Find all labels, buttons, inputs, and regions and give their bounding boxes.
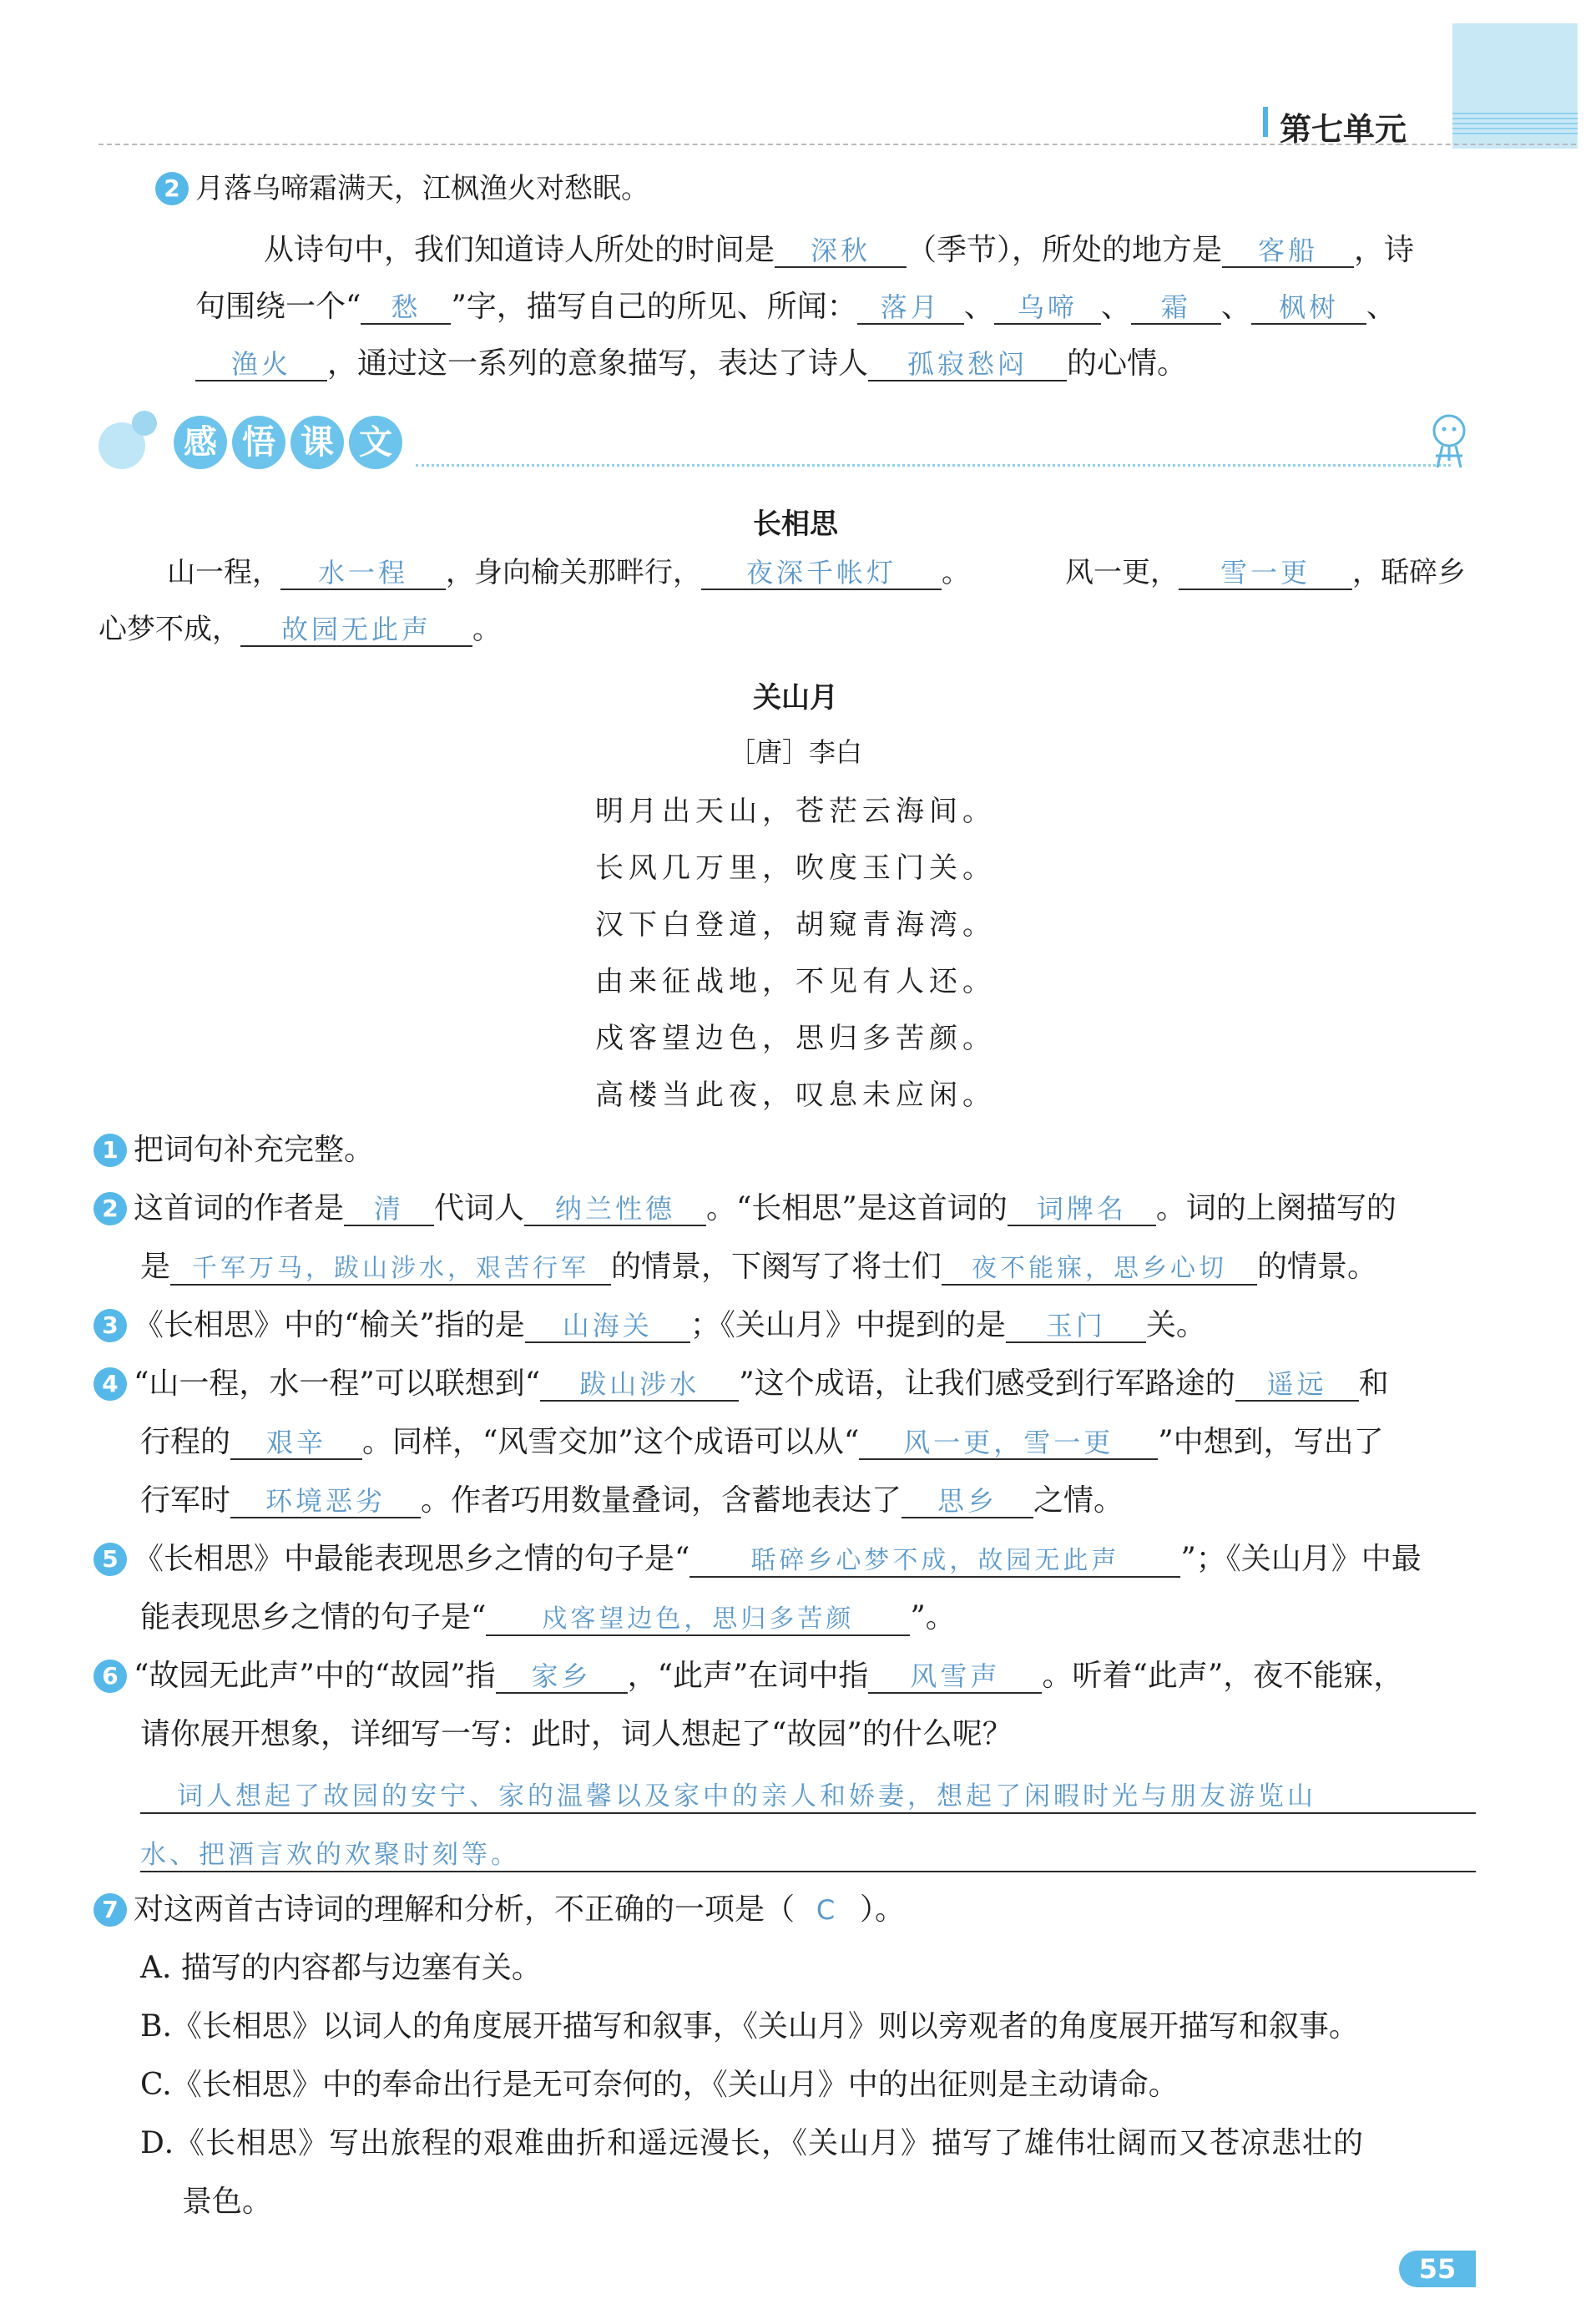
text: ；《关山月》中提到的是 [689,1308,1006,1342]
section-title-char: 文 [349,416,402,469]
text: ，通过这一系列的意象描写，表达了诗人 [327,346,869,381]
text: 。 [942,556,970,589]
text: 和 [1358,1367,1389,1401]
text: 这首词的作者是 [134,1191,345,1225]
text: “故园无此声”中的“故园”指 [134,1659,496,1693]
question-number-badge: 1 [93,1134,127,1167]
cartoon-figure-icon [1417,409,1484,476]
text: ”；《关山月》中最 [1180,1542,1422,1576]
text: 行程的 [140,1425,231,1459]
question-4-line-3 [140,1483,1124,1518]
section-title [174,416,402,469]
unit-title: 第七单元 [1280,111,1407,148]
text: 行军时 [140,1483,231,1518]
answer-blank-image-4: 枫树 [1251,291,1366,325]
text: 的情景，下阕写了将士们 [611,1250,942,1284]
answer-blank: 词牌名 [1008,1193,1156,1226]
answer-blank: 家乡 [496,1660,628,1694]
answer-blank: 千军万马，跋山涉水，艰苦行军 [170,1254,611,1286]
poem2-line: 汉下白登道，胡窥青海湾。 [595,908,996,942]
text: ，诗 [1354,233,1415,267]
text: ，“此声”在词中指 [627,1659,869,1693]
separator: 、 [1100,290,1131,324]
poem1-blank-1: 水一程 [280,557,446,590]
question-2-line-2 [140,1249,1377,1286]
poem1-title: 长相思 [753,508,838,541]
text: 。作者巧用数量叠词，含蓄地表达了 [421,1483,902,1518]
question-4-line-1 [93,1366,1389,1402]
text: ”。 [910,1600,956,1634]
answer-blank: 聒碎乡心梦不成，故园无此声 [689,1546,1180,1578]
question-number-badge: 7 [93,1893,127,1927]
text: 。同样，“风雪交加”这个成语可以从“ [362,1425,860,1459]
question-1 [93,1132,374,1168]
question-4-line-2 [140,1424,1384,1460]
text: 。 [472,613,501,646]
header-dashed-divider [98,144,1576,145]
answer-blank: 艰辛 [230,1427,362,1460]
text: 山一程， [167,556,280,589]
separator: 、 [1220,290,1251,324]
decor-dot-small [132,411,157,436]
text: 风一更， [1065,556,1179,589]
question-6-line-1 [93,1658,1403,1694]
text: 请你展开想象，详细写一写：此时，词人想起了“故园”的什么呢？ [140,1717,1013,1751]
text: 能表现思乡之情的句子是“ [140,1600,487,1634]
answer-blank-image-3: 霜 [1131,291,1221,325]
text: 心梦不成， [98,613,240,646]
section-dotted-line [416,464,1451,467]
poem1-blank-3: 雪一更 [1179,557,1352,590]
question-text: 把词句补充完整。 [134,1133,375,1167]
answer-blank: 山海关 [525,1310,690,1343]
text: ”这个成语，让我们感受到行军路途的 [739,1367,1235,1401]
poem2-line: 高楼当此夜，叹息未应闲。 [595,1079,996,1112]
page-number: 55 [1399,2251,1476,2287]
header-accent-bar [1263,107,1268,137]
text: ”中想到，写出了 [1158,1425,1384,1459]
text: 关。 [1145,1308,1206,1342]
answer-blank: 跋山涉水 [540,1368,739,1402]
option-a: A. 描写的内容都与边塞有关。 [140,1951,542,1985]
question-number-badge: 6 [93,1660,127,1693]
question-3 [93,1307,1206,1343]
question-6-answer-line-1: 词人想起了故园的安宁、家的温馨以及家中的亲人和娇妻，想起了闲暇时光与朋友游览山 [140,1775,1476,1814]
answer-blank-word: 愁 [361,291,451,325]
text: 《长相思》中最能表现思乡之情的句子是“ [134,1542,690,1576]
question-number-badge: 3 [93,1309,127,1342]
poem1-blank-4: 故园无此声 [240,614,472,647]
text: 。“长相思”是这首词的 [706,1191,1008,1225]
text: 代词人 [434,1191,525,1225]
text: ，聒碎乡 [1352,556,1466,589]
answer-blank-feeling: 孤寂愁闷 [868,348,1067,381]
answer-blank-image-5: 渔火 [195,348,327,381]
answer-blank-time: 深秋 [775,235,907,268]
question-5-line-1 [93,1541,1422,1578]
answer-blank-image-1: 落月 [857,291,964,325]
answer-blank: 思乡 [902,1485,1033,1518]
text: 从诗句中，我们知道诗人所处的时间是 [264,233,775,267]
answer-blank: 风一更，雪一更 [859,1427,1158,1460]
q2-top-poem-line [155,172,649,206]
text: ”字，描写自己的所见、所闻： [451,290,857,324]
option-b: B.《长相思》以词人的角度展开描写和叙事，《关山月》则以旁观者的角度展开描写和叙事。 [140,2009,1359,2044]
answer-blank: 清 [344,1193,434,1226]
text: “山一程，水一程”可以联想到“ [134,1367,541,1401]
q2-top-line-2 [195,289,1397,325]
text: 。词的上阕描写的 [1155,1191,1397,1225]
poem1-line-2 [1065,556,1466,590]
q2-top-line-1 [264,232,1414,268]
section-title-char: 课 [290,416,344,469]
question-number-badge: 2 [155,172,189,205]
answer-blank-place: 客船 [1222,235,1354,268]
answer-blank: 遥远 [1235,1368,1359,1402]
question-6-answer-line-2: 水、把酒言欢的欢聚时刻等。 [140,1833,1476,1872]
answer-blank-image-2: 乌啼 [994,291,1101,325]
question-6-line-2 [140,1716,1013,1752]
option-d-continued: 景色。 [182,2185,273,2219]
section-title-char: 感 [174,416,227,469]
poem2-line: 明月出天山，苍茫云海间。 [595,795,996,828]
question-7 [93,1892,905,1927]
text: 对这两首古诗词的理解和分析，不正确的一项是（ [134,1892,796,1927]
text: 的情景。 [1257,1250,1378,1284]
q2-top-line-3 [195,346,1187,381]
text: 的心情。 [1067,346,1188,381]
section-title-char: 悟 [232,416,285,469]
option-c: C.《长相思》中的奉命出行是无可奈何的，《关山月》中的出征则是主动请命。 [140,2068,1179,2102]
answer-blank: 环境恶劣 [230,1485,421,1518]
text: ）。 [860,1892,906,1927]
text: 之情。 [1033,1483,1124,1518]
text: （季节），所处的地方是 [907,233,1223,267]
answer-choice: C [816,1894,839,1926]
question-number-badge: 5 [93,1543,127,1576]
text: 是 [140,1250,171,1284]
header-stripes [1452,113,1578,138]
question-5-line-2 [140,1599,956,1636]
poem2-line: 由来征战地，不见有人还。 [595,965,996,998]
poem2-author: ［唐］李白 [728,736,862,768]
text: 《长相思》中的“榆关”指的是 [134,1308,525,1342]
section-banner [98,409,1484,476]
poem1-line-3 [98,613,501,647]
answer-blank: 纳兰性德 [524,1193,706,1226]
separator: 、 [1366,290,1397,324]
poem1-blank-2: 夜深千帐灯 [701,557,942,590]
question-number-badge: 2 [93,1192,127,1225]
question-2-line-1 [93,1190,1397,1226]
answer-blank: 戍客望边色，思归多苦颜 [486,1604,910,1636]
poem-line-text: 月落乌啼霜满天，江枫渔火对愁眠。 [195,172,649,205]
question-number-badge: 4 [93,1367,127,1401]
text: 。听着“此声”，夜不能寐， [1042,1659,1404,1693]
text: ，身向榆关那畔行， [446,556,701,589]
option-d: D.《长相思》写出旅程的艰难曲折和遥远漫长，《关山月》描写了雄伟壮阔而又苍凉悲壮的 [140,2126,1365,2160]
answer-blank: 夜不能寐，思乡心切 [942,1254,1257,1286]
text: 句围绕一个“ [195,290,361,324]
poem1-line-1 [167,556,970,590]
separator: 、 [963,290,994,324]
poem2-line: 戍客望边色，思归多苦颜。 [595,1022,996,1055]
poem2-line: 长风几万里，吹度玉门关。 [595,851,996,885]
answer-blank: 玉门 [1006,1310,1146,1343]
poem2-title: 关山月 [753,681,838,715]
answer-blank: 风雪声 [868,1660,1042,1694]
